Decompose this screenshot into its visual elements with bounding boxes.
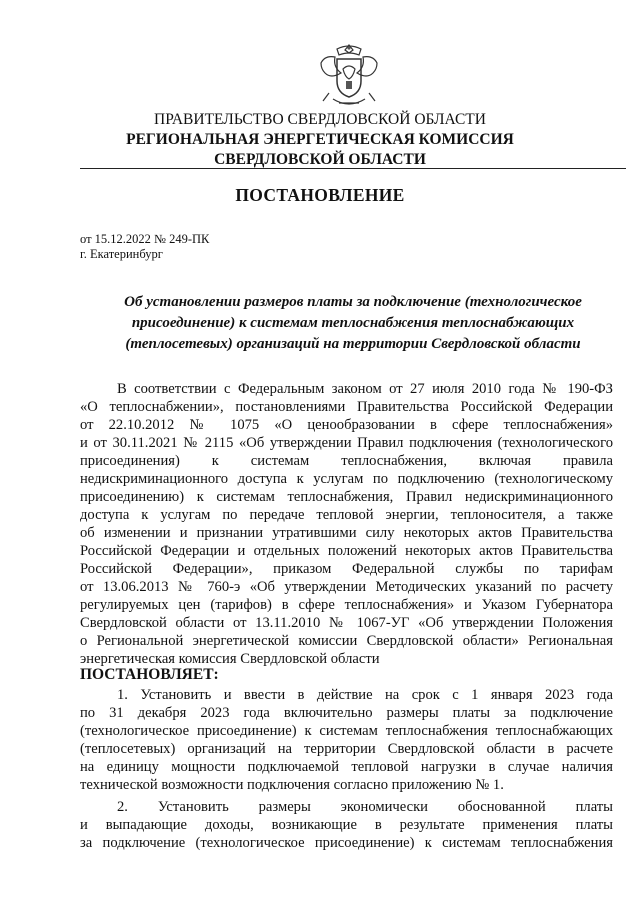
preamble-line: недискриминационного доступа к услугам по подключению (технологическому — [80, 471, 613, 487]
subject-line: присоединение) к системам теплоснабжения теплоснабжающих — [131, 315, 575, 331]
preamble-line: Российской Федерации и отдельных положений некоторых актов Правительства — [80, 543, 613, 559]
preamble-line: присоединению) к системам теплоснабжения, Правил недискриминационного — [80, 489, 613, 505]
preamble-line: об изменении и признании утратившими силу некоторых актов Правительства — [80, 525, 613, 541]
item-1-line: на единицу мощности подключаемой тепловой нагрузки в случае наличия — [80, 759, 613, 775]
preamble-line: Свердловской области от 13.11.2010 № 1067-УГ «Об утверждении Положения — [80, 615, 613, 631]
subject-line: (теплосетевых) организаций на территории Свердловской области — [125, 336, 581, 352]
preamble-line: доступа к услугам по передаче тепловой энергии, теплоносителя, а также — [80, 507, 613, 523]
document-date-number: от 15.12.2022 № 249-ПК — [80, 232, 210, 246]
item-2-line: 2. Установить размеры экономически обоснованной платы — [117, 799, 613, 815]
preamble-line: В соответствии с Федеральным законом от 27 июля 2010 года № 190-ФЗ — [117, 381, 613, 397]
preamble-line: Российской Федерации», приказом Федеральной службы по тарифам — [80, 561, 613, 577]
item-1-line: по 31 декабря 2023 года включительно размеры платы за подключение — [80, 705, 613, 721]
item-1-line: (теплосетевых) организаций на территории Свердловской области в расчете — [80, 741, 613, 757]
header-divider — [80, 168, 626, 169]
subject-line: Об установлении размеров платы за подключение (технологическое — [124, 294, 582, 310]
resolves-heading: ПОСТАНОВЛЯЕТ: — [80, 666, 219, 683]
document-type-title: ПОСТАНОВЛЕНИЕ — [235, 185, 405, 205]
preamble-line: от 13.06.2013 № 760-э «Об утверждении Методических указаний по расчету — [80, 579, 613, 595]
org-government: ПРАВИТЕЛЬСТВО СВЕРДЛОВСКОЙ ОБЛАСТИ — [154, 111, 486, 128]
preamble-line: и от 30.11.2021 № 2115 «Об утверждении Правил подключения (технологического — [80, 435, 613, 451]
item-2-line: и выпадающие доходы, возникающие в результате применения платы — [80, 817, 613, 833]
coat-of-arms-emblem — [313, 41, 385, 113]
item-1-line: 1. Установить и ввести в действие на срок с 1 января 2023 года — [117, 687, 613, 703]
preamble-line: о Региональной энергетической комиссии Свердловской области» Региональная — [80, 633, 613, 649]
preamble-line: «О теплоснабжении», постановлениями Правительства Российской Федерации — [80, 399, 613, 415]
org-commission: РЕГИОНАЛЬНАЯ ЭНЕРГЕТИЧЕСКАЯ КОМИССИЯ — [126, 131, 514, 148]
preamble-line: присоединения) к системам теплоснабжения, включая правила — [80, 453, 613, 469]
item-1-line: (технологическое присоединение) к системам теплоснабжения теплоснабжающих — [80, 723, 613, 739]
preamble-line: от 22.10.2012 № 1075 «О ценообразовании в сфере теплоснабжения» — [80, 417, 613, 433]
item-2-line: за подключение (технологическое присоединение) к системам теплоснабжения — [80, 835, 613, 851]
preamble-line: регулируемых цен (тарифов) в сфере теплоснабжения» и Указом Губернатора — [80, 597, 613, 613]
document-city: г. Екатеринбург — [80, 247, 163, 261]
item-1-line: технической возможности подключения согласно приложению № 1. — [80, 777, 504, 793]
preamble-line: энергетическая комиссия Свердловской области — [80, 651, 380, 667]
org-region: СВЕРДЛОВСКОЙ ОБЛАСТИ — [214, 151, 426, 168]
